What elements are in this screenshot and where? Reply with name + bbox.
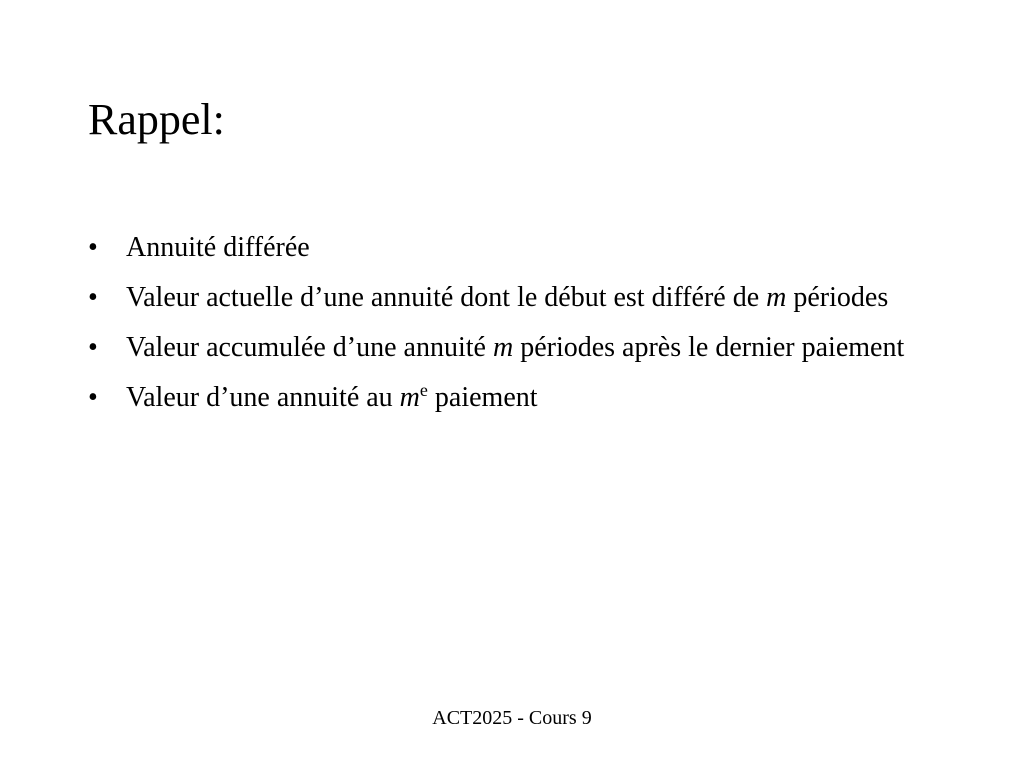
bullet-item-2 (88, 278, 948, 318)
slide-title: Rappel: (88, 95, 225, 144)
bullet-item-3 (88, 328, 948, 368)
slide-footer: ACT2025 - Cours 9 (432, 707, 592, 729)
superscript-e: e (419, 380, 428, 401)
bullet-text-end: périodes (786, 282, 889, 313)
bullet-dot-icon: • (88, 232, 98, 263)
bullet-text-end: paiement (427, 382, 538, 413)
bullet-text-start: Valeur actuelle d’une annuité dont le début est différé de (126, 282, 767, 313)
bullet-text: Annuité différée (126, 232, 310, 263)
bullet-dot-icon: • (88, 282, 98, 313)
bullet-dot-icon: • (88, 382, 98, 413)
bullet-text-start: Valeur accumulée d’une annuité (126, 332, 493, 363)
bullet-text-end: périodes après le dernier paiement (513, 332, 905, 363)
variable-m: m (766, 282, 787, 313)
variable-m: m (399, 382, 420, 413)
bullet-item-4 (88, 378, 948, 418)
variable-m: m (492, 332, 514, 363)
bullet-item-1 (88, 228, 948, 268)
bullet-dot-icon: • (88, 332, 98, 363)
bullet-text-start: Valeur d’une annuité au (126, 382, 400, 413)
bullet-list (88, 228, 948, 428)
